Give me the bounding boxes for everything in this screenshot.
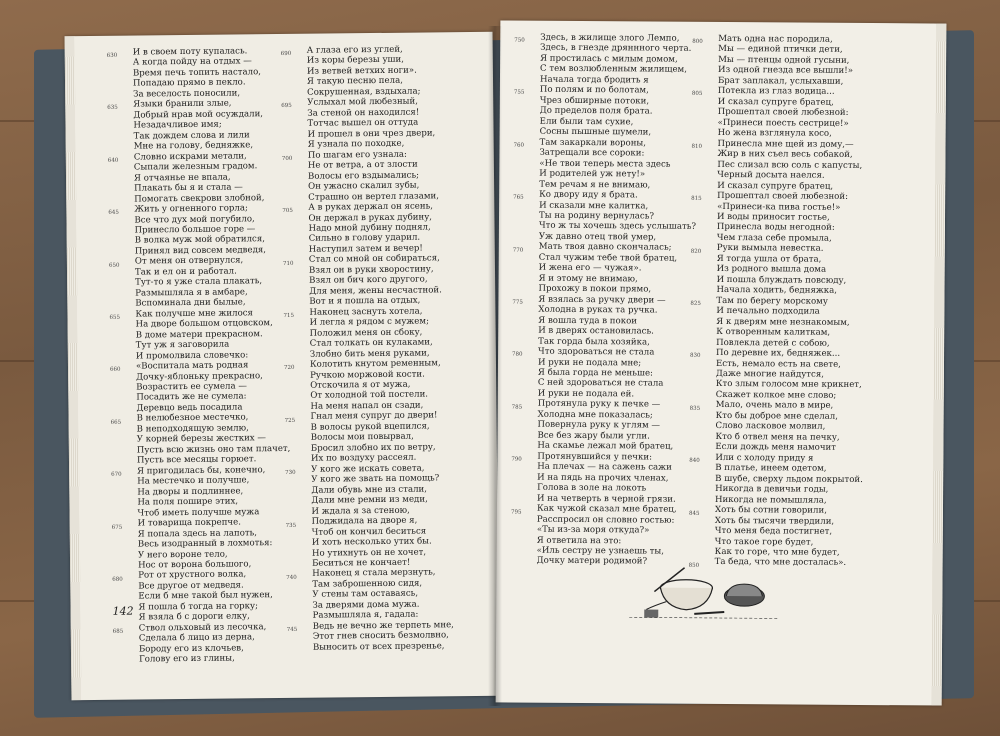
verse-line: Кто злым голосом мне крикнет, — [715, 379, 862, 391]
verse-line: Мать твоя давно скончалась; — [538, 242, 672, 254]
verse-line: Я взяла б с дороги елку, — [138, 611, 250, 623]
verse-line: «Принеси-ка пива гостье!» — [717, 201, 841, 213]
line-number: 700 — [281, 155, 293, 162]
verse-line: За веселость поносили, — [133, 88, 241, 100]
verse-line: Стал толкать он кулаками, — [309, 337, 433, 349]
verse-line: На меня напал он сзади, — [310, 400, 424, 412]
verse-line: Затрещали все сороки: — [539, 147, 645, 159]
verse-line: Прошептал своей любезной: — [717, 191, 849, 202]
line-number: 735 — [285, 522, 297, 529]
verse-line: Попадаю прямо в пекло. — [132, 77, 246, 89]
line-number: 820 — [690, 248, 702, 255]
verse-line: Здесь, в гнезде дряннного черта. — [540, 43, 692, 55]
verse-line: Стал со мной он собираться, — [308, 253, 440, 266]
verse-line: Деревцо ведь посадила — [136, 402, 243, 414]
verse-line: Здесь, в жилище злого Лемпо, — [540, 32, 680, 44]
verse-line: Услыхал мой любезный, — [307, 96, 419, 109]
verse-line: По деревне их, бедняжек... — [716, 348, 841, 359]
verse-line: Бороду его из клочьев, — [138, 643, 244, 655]
verse-line: Я вошла туда в покои — [538, 315, 638, 327]
line-number: 675 — [111, 524, 123, 531]
verse-line: Злобно бить меня руками, — [309, 348, 430, 360]
verse-line: Дочку матери родимой? — [536, 556, 648, 567]
line-number: 790 — [511, 456, 522, 463]
verse-line: Выносить от всех презренье, — [312, 641, 445, 653]
verse-line: Время печь топить настало, — [132, 67, 262, 79]
verse-line: И прошел в они чрез двери, — [307, 128, 436, 140]
line-number: 725 — [284, 417, 296, 424]
verse-line: Взял он в руки хворостину, — [308, 264, 434, 276]
verse-line: Сокрушенная, вздыхала; — [307, 86, 421, 98]
verse-line: Весь изодранный в лохмотья: — [137, 538, 273, 550]
verse-line: Та беда, что мне досталась». — [714, 557, 847, 569]
verse-line: И товарища покрепче. — [137, 517, 241, 529]
verse-line: Мало, очень мало в мире, — [715, 400, 834, 412]
verse-line: А когда пойду на отдых — — [132, 56, 252, 69]
verse-line: На дворы и подлиннее, — [137, 486, 244, 498]
verse-line: Кто б отвел меня на печку, — [715, 431, 840, 443]
verse-line: У него вороне тело, — [137, 549, 228, 561]
line-number: 795 — [510, 509, 522, 516]
verse-line: «Не твои теперь места здесь — [539, 158, 671, 170]
verse-line: На плечах — на сажень сажи — [537, 461, 672, 473]
line-number: 765 — [513, 194, 524, 201]
verse-line: И в своем поту купалась. — [132, 46, 248, 58]
verse-line: Мне на голову, бедняжке, — [133, 140, 254, 152]
verse-line: И руки не подала мне; — [537, 357, 642, 368]
verse-line: И родителей уж нету!» — [539, 168, 646, 180]
verse-line: Тут-то я уже стала плакать, — [135, 276, 263, 288]
line-number: 845 — [688, 510, 700, 517]
verse-line: Что ж ты хочешь здесь услышать? — [538, 221, 697, 233]
verse-line: У корней березы жестких — — [136, 433, 267, 445]
verse-line: «Иль сестру не узнаешь ты, — [536, 545, 665, 557]
verse-line: Ручкою моржовой кости. — [310, 369, 425, 381]
verse-line: Расспросил он словно гостью: — [536, 514, 675, 526]
verse-line: Я была горда не меньше: — [537, 367, 653, 379]
line-number: 715 — [283, 312, 295, 319]
verse-line: Добрый нрав мой осуждали, — [133, 108, 264, 121]
verse-line: Словно искрами метали, — [133, 151, 247, 163]
verse-line: Рот от хрустного волка, — [138, 569, 247, 581]
verse-line: Черный досыта наелся. — [717, 170, 825, 181]
line-number: 750 — [514, 37, 525, 44]
verse-line: В нелюбезное местечко, — [136, 412, 249, 424]
line-number: 850 — [688, 562, 700, 569]
verse-line: В волка муж мой обратился, — [134, 234, 266, 246]
verse-line: Повлекла детей с собою, — [716, 337, 830, 349]
verse-line: Из одной гнезда все вышли!» — [718, 65, 854, 77]
verse-line: Сильно в голову ударил. — [308, 232, 421, 245]
verse-line: В доме матери прекрасном. — [135, 328, 263, 341]
verse-line: Мать одна нас породила, — [718, 33, 833, 45]
verse-line: Их по воздуху рассеял. — [310, 452, 417, 464]
verse-line: Нос от ворона большого, — [138, 559, 252, 571]
verse-line: И печально подходила — [716, 306, 820, 317]
verse-line: Из коры березы уши, — [306, 55, 405, 67]
verse-line: Как получше мне жилося — [135, 308, 254, 320]
line-number: 810 — [691, 143, 703, 150]
line-number: 785 — [511, 404, 523, 411]
verse-line: Принесла воды негодной: — [716, 222, 835, 234]
verse-line: Пес слизал всю соль с капусты, — [717, 159, 863, 171]
verse-line: И сказал супруге братец, — [717, 180, 834, 192]
verse-line: Есть, немало есть на свете, — [715, 358, 841, 370]
line-number: 720 — [283, 365, 295, 372]
line-number: 840 — [689, 457, 700, 465]
verse-line: Наконец я стала мерзнуть, — [312, 567, 436, 580]
verse-line: По полям и по болотам, — [539, 85, 649, 96]
line-number: 665 — [110, 419, 122, 426]
verse-line: В шубе, сверху льдом покрытой. — [715, 473, 863, 485]
verse-line: Все другое от медведя. — [138, 580, 244, 592]
verse-line: Ты на родину вернулась? — [538, 210, 655, 222]
verse-line: Потекла из глаз водица... — [717, 86, 835, 98]
verse-line: Никогда в девичьи годы, — [715, 484, 829, 495]
verse-line: С тем возлюбленным жилищем, — [540, 64, 688, 76]
verse-line: И хоть несколько утих бы. — [311, 536, 432, 548]
verse-line: Брат заплакал, услыхавши, — [717, 75, 844, 87]
verse-line: Хоть бы сотни говорили, — [714, 505, 827, 516]
verse-line: Волосы мои повырвал, — [310, 431, 414, 444]
verse-line: У стены там оставаясь, — [312, 588, 419, 601]
verse-line: Дали обувь мне из стали, — [311, 484, 428, 496]
verse-line: Даже многие найдутся, — [715, 368, 825, 380]
verse-line: Чтоб он кончил беситься — [311, 526, 427, 538]
verse-line: На дворе большом отцовском, — [135, 318, 273, 330]
verse-line: На поля пошире этих, — [137, 496, 239, 508]
verse-line: На местечко и получше, — [137, 475, 250, 487]
verse-line: У кого же искать совета, — [311, 463, 425, 475]
line-number: 635 — [107, 105, 118, 112]
verse-line: К отворенным калиткам, — [716, 327, 831, 338]
verse-line: И промолвила словечко: — [135, 349, 249, 362]
verse-line: В неподходящую землю, — [136, 423, 249, 435]
verse-line: И пошла блуждать повсюду, — [716, 274, 847, 286]
verse-line: Протянула руку к печке — — [537, 399, 661, 410]
verse-line: Тотчас вышел он оттуда — [307, 117, 419, 130]
verse-line: Пусть все месяцы горюет. — [136, 454, 257, 466]
line-number: 740 — [286, 574, 297, 581]
verse-line: Мы — единой птички дети, — [718, 44, 843, 56]
verse-line: И в дверях остановилась. — [538, 325, 654, 337]
verse-line: За дверями дома мужа. — [312, 599, 420, 611]
verse-line: Я такую песню пела, — [306, 76, 403, 88]
verse-line: Как то горе, что мне будет, — [714, 546, 840, 558]
verse-line: Стал чужим тебе твой братец, — [538, 252, 678, 264]
verse-line: У кого же звать на помощь? — [311, 473, 440, 485]
verse-line: Дали мне ремни из меди, — [311, 494, 428, 506]
verse-line: Волосы его вздымались; — [307, 170, 420, 182]
verse-line: Из ветвей ветхих ноги». — [306, 65, 417, 77]
verse-line: Что меня беда постигнет, — [714, 525, 833, 537]
verse-line: Колотить кнутом ременным, — [309, 358, 441, 370]
verse-line: По шагам его узнала: — [307, 149, 407, 161]
line-number: 830 — [690, 353, 701, 360]
verse-line: Бросил злобно их по ветру, — [310, 442, 436, 454]
verse-line: Скажет колкое мне слово; — [715, 389, 837, 401]
verse-line: Кто бы доброе мне сделал, — [715, 410, 839, 422]
verse-line: Слово ласковое молвил, — [715, 421, 826, 433]
line-number: 780 — [512, 351, 523, 359]
verse-line: Этот гнев сносить безмолвно, — [312, 630, 449, 642]
line-number: 730 — [285, 470, 296, 477]
verse-line: Руки вымыла невестка. — [716, 243, 824, 255]
line-number: 770 — [512, 247, 524, 254]
right-page — [496, 20, 947, 705]
verse-line: И легла я рядом с мужем; — [309, 316, 430, 328]
line-number: 760 — [513, 142, 525, 149]
verse-line: Тут уж я заговорила — [135, 339, 230, 351]
verse-line: Возрастить ее сумела — — [136, 381, 247, 393]
right-column-2 — [688, 33, 866, 569]
verse-line: Жир в них съел весь собакой, — [717, 149, 853, 161]
verse-line: От меня он отвернулся, — [134, 255, 244, 267]
verse-line: Размышляла я, гадала: — [312, 609, 419, 622]
verse-line: Никогда не помышляла, — [715, 494, 827, 506]
verse-line: Пусть всю жизнь оно там плачет, — [136, 443, 291, 456]
verse-line: Все что дух мой погубило, — [134, 213, 255, 226]
verse-line: Так горда была хозяйка, — [538, 336, 650, 348]
verse-line: С ней здороваться не стала — [537, 378, 664, 390]
verse-line: Ведь не вечно же терпеть мне, — [312, 619, 454, 632]
line-number: 640 — [107, 157, 119, 164]
verse-line: Взял он бич кого другого, — [309, 274, 428, 287]
verse-line: В платье, инеем одетом, — [715, 463, 827, 474]
verse-line: Что такое горе будет, — [714, 536, 814, 548]
verse-line: Он держал в руках дубину, — [308, 211, 433, 224]
verse-line: Я простилась с милым домом, — [540, 53, 678, 65]
verse-line: Гнал меня супруг до двери! — [310, 410, 438, 423]
verse-line: Плакать бы я и стала — — [134, 182, 243, 194]
verse-line: Помогать свекрови злобной, — [134, 192, 265, 205]
verse-line: Мы — птенцы одной гусыни, — [718, 54, 850, 66]
verse-line: Чрез обширные потоки, — [539, 95, 650, 107]
verse-line: Наконец заснуть хотела, — [309, 306, 423, 318]
verse-line: Размышляла я в амбаре, — [135, 287, 248, 299]
book-gutter — [488, 26, 502, 706]
line-number: 695 — [281, 103, 292, 110]
left-column-2 — [280, 44, 455, 653]
line-number: 710 — [282, 260, 294, 267]
verse-line: И на пядь на прочих членах, — [537, 472, 669, 484]
line-number: 645 — [108, 209, 119, 216]
verse-line: Там по берегу морскому — [716, 295, 828, 307]
verse-line: Из родного вышла дома — [716, 264, 827, 276]
line-number: 650 — [108, 262, 120, 269]
verse-line: И руки не подала ей. — [537, 388, 635, 400]
line-number: 745 — [286, 627, 298, 634]
verse-line: Для меня, жены несчастной. — [309, 285, 442, 297]
verse-line: Протянувшийся у печки: — [537, 451, 653, 463]
verse-line: Ели были там сухие, — [539, 116, 634, 128]
line-number: 690 — [280, 50, 292, 57]
line-number: 630 — [106, 52, 118, 59]
verse-line: Повернула руку к углям — — [537, 420, 661, 431]
verse-line: До пределов поля брата. — [539, 106, 653, 117]
verse-line: И воды приносит гостье, — [716, 211, 830, 223]
verse-line: Поджидала на дворе я, — [311, 515, 418, 527]
verse-line: И сказал супруге братец, — [717, 96, 834, 108]
verse-line: Жить у огненного горла; — [134, 203, 248, 215]
verse-line: И на четверть в черной грязи. — [537, 493, 676, 505]
verse-line: Так дождем слова и лили — [133, 130, 250, 142]
verse-line: А в руках держал он ясень, — [308, 201, 434, 213]
verse-line: Сосны пышные шумели, — [539, 126, 652, 138]
verse-line: Если б мне такой был нужен, — [138, 590, 273, 602]
verse-line: Холодна мне показалась; — [537, 409, 653, 421]
verse-line: Я пошла б тогда на горку; — [138, 601, 259, 613]
line-number: 825 — [690, 300, 701, 307]
verse-line: Уж давно отец твой умер, — [538, 231, 657, 243]
verse-line: В волосы рукой вцепился, — [310, 421, 430, 433]
verse-line: И жена его — чужая». — [538, 263, 642, 274]
verse-line: Вспоминала дни былые, — [135, 297, 246, 309]
verse-line: Я и этому не внимаю, — [538, 273, 638, 285]
verse-line: Положил меня он сбоку, — [309, 327, 423, 339]
verse-line: И сказали мне калитка, — [539, 200, 649, 211]
line-number: 775 — [512, 299, 523, 306]
verse-line: Я попала здесь на лапоть, — [137, 527, 258, 540]
verse-line: «Принеси поесть сестрице!» — [717, 117, 849, 129]
verse-line: Ко двору иду я брата. — [539, 189, 638, 201]
line-number: 815 — [691, 195, 702, 203]
verse-line: Там закаркали вороны, — [539, 137, 647, 149]
verse-line: Я ответила на это: — [536, 535, 622, 546]
verse-line: «Ты из-за моря откуда?» — [536, 524, 650, 536]
verse-line: Он ужасно скалил зубы, — [308, 180, 420, 192]
verse-line: Я к дверям мне незнакомым, — [716, 316, 850, 328]
line-number: 680 — [112, 576, 123, 583]
verse-line: Что здороваться не стала — [538, 346, 655, 358]
line-number: 755 — [513, 89, 525, 97]
line-number: 660 — [110, 367, 121, 374]
verse-line: Отскочила я от мужа, — [310, 379, 411, 391]
verse-line: И ждала я за стеною, — [311, 505, 410, 517]
verse-line: Сделала б лицо из дерна, — [138, 632, 255, 644]
page-number: 142 — [112, 604, 134, 618]
verse-line: Я узнала по походке, — [307, 138, 405, 150]
verse-line: За стеной он находился! — [307, 107, 420, 119]
verse-line: Надо мной дубину поднял, — [308, 222, 431, 234]
verse-line: Прохожу в покои прямо, — [538, 283, 652, 295]
verse-line: Беситься не кончает! — [312, 557, 411, 569]
verse-line: Чтоб иметь получше мужа — [137, 506, 260, 519]
verse-line: А глаза его из углей, — [306, 44, 403, 56]
verse-line: Хоть бы тысячи твердили, — [714, 515, 835, 527]
left-page — [65, 32, 500, 700]
verse-line: Голову его из глины, — [139, 653, 235, 665]
verse-line: Все без жару были угли. — [537, 430, 650, 442]
line-number: 655 — [109, 314, 121, 321]
verse-line: Тем речам я не внимаю, — [539, 179, 651, 191]
verse-line: Чем глаза себе промыла, — [716, 232, 832, 244]
verse-line: Холодна в руках та ручка. — [538, 304, 658, 316]
verse-line: «Воспитала мать родная — [135, 360, 249, 372]
verse-line: Я тогда ушла от брата, — [716, 253, 822, 265]
verse-line: От холодной той постели. — [310, 389, 429, 402]
verse-line: Незадачливое имя; — [133, 119, 222, 131]
line-number: 805 — [691, 91, 703, 98]
verse-line: На скамье лежал мой братец, — [537, 441, 674, 452]
verse-line: Не от ветра, а от злости — [307, 159, 418, 171]
verse-line: Ствол ольховый из лесочка, — [138, 621, 267, 634]
verse-line: Я пригодилась бы, конечно, — [137, 464, 266, 477]
verse-line: Прошептал своей любезной: — [717, 107, 849, 119]
still-life-illustration — [624, 551, 784, 622]
verse-line: Сыпали железным градом. — [133, 161, 258, 173]
verse-line: Языки бранили злые, — [133, 98, 232, 110]
line-number: 835 — [689, 405, 701, 412]
verse-line: Наступил затем и вечер! — [308, 243, 423, 255]
verse-line: Но утихнуть он не хочет, — [311, 547, 427, 559]
verse-line: Вот и я пошла на отдых, — [309, 295, 421, 307]
verse-line: Так и ел он и работал. — [134, 266, 237, 278]
verse-line: Я отчаянье не впала, — [133, 172, 231, 184]
verse-line: Начала ходить, бедняжка, — [716, 285, 838, 297]
verse-line: Если дождь меня намочит — [715, 442, 837, 454]
right-column-1 — [510, 32, 698, 568]
verse-line: Посадить же не сумела: — [136, 391, 247, 403]
verse-line: Я взялась за ручку двери — — [538, 294, 666, 306]
verse-line: Или с холоду приду я — [715, 452, 814, 464]
verse-line: Принесла мне щей из дому,— — [717, 138, 854, 150]
line-number: 670 — [111, 471, 122, 478]
verse-line: Как чужой сказал мне братец, — [536, 503, 677, 515]
verse-line: Дочку-яблоньку прекрасно, — [136, 370, 263, 383]
verse-line: Начала тогда бродить я — [539, 74, 649, 86]
verse-line: Принесло большое горе — — [134, 224, 256, 236]
line-number: 800 — [692, 38, 703, 45]
verse-line: Принял вид совсем медведя, — [134, 245, 267, 257]
verse-line: Но жена взглянула косо, — [717, 128, 832, 139]
line-number: 685 — [112, 629, 124, 636]
verse-line: Голова в золе на локоть — [537, 482, 647, 494]
verse-line: Там заброшенною сидя, — [312, 578, 423, 590]
verse-line: Страшно он вертел глазами, — [308, 190, 439, 203]
line-number: 705 — [282, 208, 293, 215]
